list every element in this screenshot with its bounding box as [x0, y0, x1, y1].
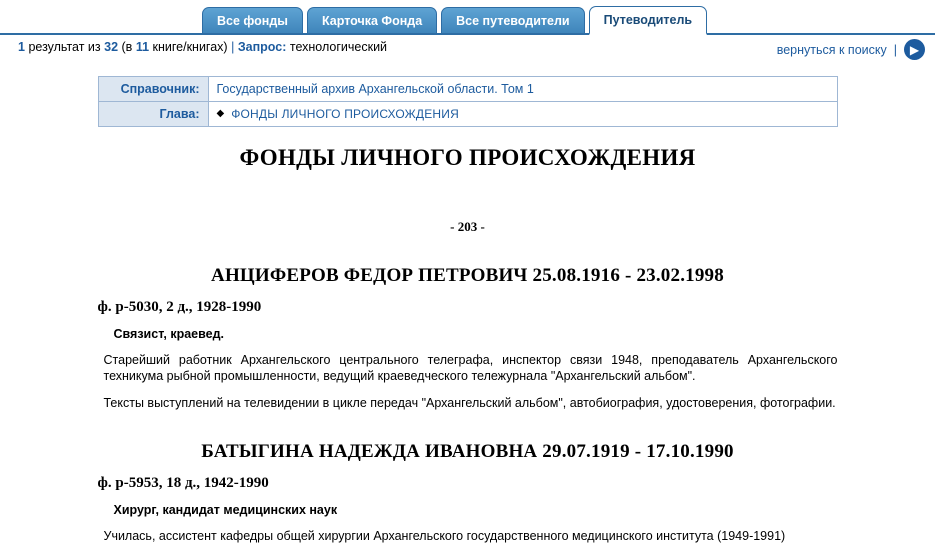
tab-fund-card[interactable]: Карточка Фонда — [307, 7, 437, 33]
list-item — [98, 265, 838, 411]
list-item — [98, 441, 838, 544]
result-text-1: результат из — [28, 40, 101, 54]
books-count: 11 — [135, 40, 150, 54]
entry-paragraph: Старейший работник Архангельского центрального телеграфа, инспектор связи 1948, преподаватель Архангельского техникума рыбной промышленности, ведущий краеведческого тележурнала "Архангельский альбом". — [103, 353, 838, 383]
page-title: ФОНДЫ ЛИЧНОГО ПРОИСХОЖДЕНИЯ — [239, 145, 696, 170]
entry-paragraph: Тексты выступлений на телевидении в цикле передач "Архангельский альбом", автобиография, удостоверения, фотографии. — [103, 396, 836, 410]
result-total: 32 — [104, 40, 119, 54]
entry-role: Связист, краевед. — [113, 327, 224, 341]
result-info-bar — [0, 35, 935, 64]
chapter-value-cell — [208, 102, 837, 127]
tab-all-funds[interactable]: Все фонды — [202, 7, 303, 33]
entry-name: БАТЫГИНА НАДЕЖДА ИВАНОВНА 29.07.1919 - 17.10.1990 — [201, 441, 734, 462]
tab-guide[interactable]: Путеводитель — [589, 6, 707, 35]
entry-fond: ф. р-5030, 2 д., 1928-1990 — [97, 299, 262, 315]
next-arrow-icon[interactable]: ▶ — [904, 39, 925, 60]
back-to-search-block — [777, 39, 925, 60]
result-count: 1 — [18, 40, 25, 54]
tab-all-guides[interactable]: Все путеводители — [441, 7, 584, 33]
link-separator: | — [893, 42, 897, 57]
entry-fond: ф. р-5953, 18 д., 1942-1990 — [97, 475, 269, 491]
table-row — [98, 102, 837, 127]
table-row — [98, 77, 837, 102]
diamond-bullet-icon: ◆ — [216, 108, 225, 119]
query-value: технологический — [289, 40, 388, 54]
entry-paragraph: Училась, ассистент кафедры общей хирургии Архангельского государственного медицинского института (1949-1991) — [103, 529, 786, 543]
chapter-label: Глава: — [98, 102, 208, 127]
reference-label: Справочник: — [98, 77, 208, 102]
reference-value: Государственный архив Архангельской области. Том 1 — [208, 77, 837, 102]
reference-header-table — [98, 76, 838, 127]
entry-name: АНЦИФЕРОВ ФЕДОР ПЕТРОВИЧ 25.08.1916 - 23.02.1998 — [211, 265, 724, 286]
entry-role: Хирург, кандидат медицинских наук — [113, 503, 338, 517]
result-text-2: (в — [121, 40, 133, 54]
page-number: - 203 - — [450, 219, 485, 234]
back-to-search-link[interactable]: вернуться к поиску — [776, 42, 887, 57]
books-text: книге/книгах) — [152, 40, 228, 54]
tab-bar — [0, 0, 935, 35]
query-label: Запрос: — [237, 40, 287, 54]
info-separator: | — [231, 40, 235, 54]
chapter-link[interactable]: ФОНДЫ ЛИЧНОГО ПРОИСХОЖДЕНИЯ — [231, 107, 459, 121]
document-body — [98, 127, 838, 544]
tab-list — [202, 4, 707, 33]
